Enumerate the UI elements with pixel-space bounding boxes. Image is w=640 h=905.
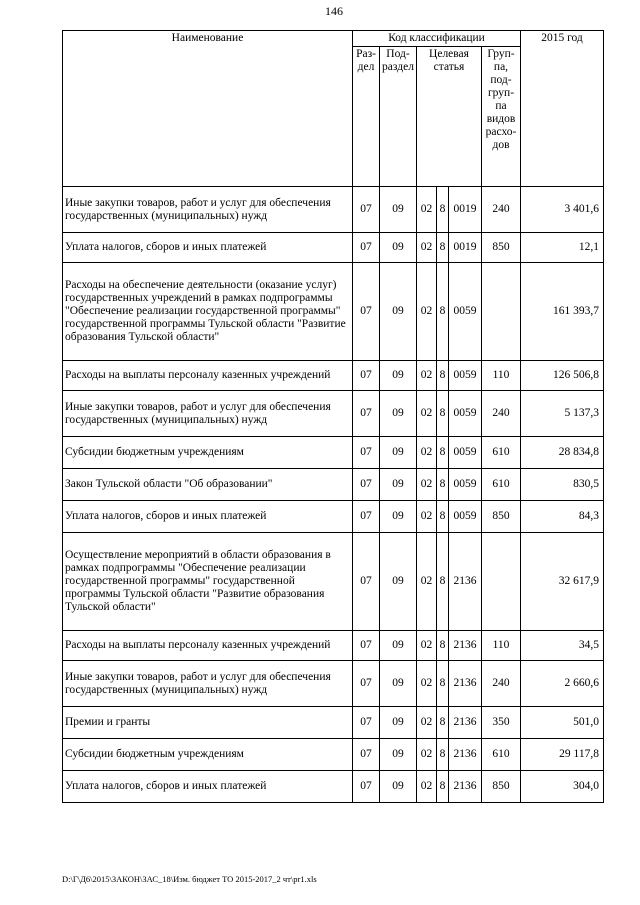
header-celevaya: Целевая статья <box>417 47 482 187</box>
row-razdel: 07 <box>353 187 380 233</box>
row-vid-rashodov: 610 <box>482 469 521 501</box>
row-vid-rashodov: 850 <box>482 771 521 803</box>
table-row <box>63 739 604 771</box>
row-amount: 830,5 <box>521 469 604 501</box>
header-podrazdel: Под- раздел <box>380 47 417 187</box>
table-row <box>63 187 604 233</box>
row-razdel: 07 <box>353 501 380 533</box>
row-amount: 3 401,6 <box>521 187 604 233</box>
row-amount: 161 393,7 <box>521 263 604 361</box>
row-name: Расходы на выплаты персоналу казенных учреждений <box>63 361 353 391</box>
row-cs-direction: 0059 <box>449 391 482 437</box>
row-podrazdel: 09 <box>380 469 417 501</box>
row-cs-direction: 0059 <box>449 501 482 533</box>
row-cs-subprogram: 8 <box>437 661 449 707</box>
page-number: 146 <box>325 4 343 18</box>
row-razdel: 07 <box>353 391 380 437</box>
row-amount: 32 617,9 <box>521 533 604 631</box>
row-cs-subprogram: 8 <box>437 187 449 233</box>
row-cs-program: 02 <box>417 361 437 391</box>
row-cs-direction: 2136 <box>449 707 482 739</box>
row-razdel: 07 <box>353 437 380 469</box>
row-cs-program: 02 <box>417 501 437 533</box>
row-cs-direction: 2136 <box>449 661 482 707</box>
row-razdel: 07 <box>353 739 380 771</box>
table-row <box>63 361 604 391</box>
row-cs-program: 02 <box>417 631 437 661</box>
row-name: Премии и гранты <box>63 707 353 739</box>
row-podrazdel: 09 <box>380 437 417 469</box>
table-row <box>63 391 604 437</box>
table-row <box>63 631 604 661</box>
row-name: Уплата налогов, сборов и иных платежей <box>63 233 353 263</box>
row-name: Расходы на выплаты персоналу казенных учреждений <box>63 631 353 661</box>
row-podrazdel: 09 <box>380 391 417 437</box>
table-row <box>63 233 604 263</box>
row-cs-subprogram: 8 <box>437 437 449 469</box>
table-row <box>63 707 604 739</box>
row-amount: 29 117,8 <box>521 739 604 771</box>
row-cs-program: 02 <box>417 533 437 631</box>
row-razdel: 07 <box>353 707 380 739</box>
row-name: Осуществление мероприятий в области образования в рамках подпрограммы "Обеспечение реализации государственной программы" государственной программы Тульской области "Развитие образования Тульской области" <box>63 533 353 631</box>
row-name: Субсидии бюджетным учреждениям <box>63 739 353 771</box>
row-cs-direction: 2136 <box>449 739 482 771</box>
row-name: Расходы на обеспечение деятельности (оказание услуг) государственных учреждений в рамках подпрограммы "Обеспечение реализации государственной программы" государственной программы Тульской области "Развитие образования Тульской области" <box>63 263 353 361</box>
row-razdel: 07 <box>353 771 380 803</box>
row-cs-direction: 2136 <box>449 771 482 803</box>
row-cs-subprogram: 8 <box>437 391 449 437</box>
row-podrazdel: 09 <box>380 771 417 803</box>
row-podrazdel: 09 <box>380 661 417 707</box>
row-cs-subprogram: 8 <box>437 533 449 631</box>
row-cs-program: 02 <box>417 437 437 469</box>
header-code: Код классификации <box>353 31 521 47</box>
header-name: Наименование <box>63 31 353 187</box>
row-podrazdel: 09 <box>380 233 417 263</box>
row-vid-rashodov: 610 <box>482 739 521 771</box>
row-cs-direction: 0019 <box>449 187 482 233</box>
row-name: Закон Тульской области "Об образовании" <box>63 469 353 501</box>
row-cs-program: 02 <box>417 391 437 437</box>
row-podrazdel: 09 <box>380 739 417 771</box>
table-row <box>63 771 604 803</box>
row-cs-program: 02 <box>417 469 437 501</box>
row-podrazdel: 09 <box>380 361 417 391</box>
row-cs-subprogram: 8 <box>437 707 449 739</box>
row-vid-rashodov <box>482 263 521 361</box>
header-gruppa: Груп- па, под- груп- па видов расхо- дов <box>482 47 521 187</box>
row-cs-program: 02 <box>417 661 437 707</box>
row-cs-subprogram: 8 <box>437 469 449 501</box>
row-amount: 5 137,3 <box>521 391 604 437</box>
header-razdel: Раз- дел <box>353 47 380 187</box>
row-name: Иные закупки товаров, работ и услуг для обеспечения государственных (муниципальных) нужд <box>63 661 353 707</box>
row-vid-rashodov: 110 <box>482 631 521 661</box>
row-cs-program: 02 <box>417 707 437 739</box>
row-vid-rashodov: 850 <box>482 501 521 533</box>
row-vid-rashodov: 240 <box>482 187 521 233</box>
row-cs-program: 02 <box>417 739 437 771</box>
row-cs-program: 02 <box>417 263 437 361</box>
row-cs-subprogram: 8 <box>437 631 449 661</box>
row-vid-rashodov: 240 <box>482 391 521 437</box>
row-cs-direction: 0059 <box>449 469 482 501</box>
row-podrazdel: 09 <box>380 631 417 661</box>
row-cs-direction: 0059 <box>449 263 482 361</box>
row-cs-subprogram: 8 <box>437 771 449 803</box>
row-amount: 28 834,8 <box>521 437 604 469</box>
row-cs-direction: 0059 <box>449 437 482 469</box>
row-name: Уплата налогов, сборов и иных платежей <box>63 771 353 803</box>
row-amount: 126 506,8 <box>521 361 604 391</box>
row-vid-rashodov: 350 <box>482 707 521 739</box>
row-amount: 2 660,6 <box>521 661 604 707</box>
table-row <box>63 469 604 501</box>
row-name: Субсидии бюджетным учреждениям <box>63 437 353 469</box>
row-amount: 84,3 <box>521 501 604 533</box>
table-row <box>63 437 604 469</box>
row-cs-subprogram: 8 <box>437 501 449 533</box>
row-podrazdel: 09 <box>380 533 417 631</box>
row-cs-direction: 2136 <box>449 533 482 631</box>
row-podrazdel: 09 <box>380 707 417 739</box>
row-vid-rashodov: 240 <box>482 661 521 707</box>
row-cs-program: 02 <box>417 187 437 233</box>
row-cs-subprogram: 8 <box>437 233 449 263</box>
row-razdel: 07 <box>353 631 380 661</box>
row-amount: 12,1 <box>521 233 604 263</box>
budget-table <box>62 30 604 803</box>
row-razdel: 07 <box>353 661 380 707</box>
table-row <box>63 263 604 361</box>
row-cs-subprogram: 8 <box>437 361 449 391</box>
row-razdel: 07 <box>353 469 380 501</box>
row-vid-rashodov: 610 <box>482 437 521 469</box>
file-path-footer: D:\Г\Д6\2015\ЗАКОН\ЗАС_18\Изм. бюджет ТО 2015-2017_2 чт\pr1.xls <box>62 874 317 884</box>
row-razdel: 07 <box>353 233 380 263</box>
table-row <box>63 533 604 631</box>
table-row <box>63 501 604 533</box>
row-cs-program: 02 <box>417 771 437 803</box>
row-name: Уплата налогов, сборов и иных платежей <box>63 501 353 533</box>
row-podrazdel: 09 <box>380 501 417 533</box>
row-cs-subprogram: 8 <box>437 739 449 771</box>
row-amount: 501,0 <box>521 707 604 739</box>
row-vid-rashodov: 850 <box>482 233 521 263</box>
row-cs-program: 02 <box>417 233 437 263</box>
row-cs-direction: 0019 <box>449 233 482 263</box>
row-cs-subprogram: 8 <box>437 263 449 361</box>
row-razdel: 07 <box>353 361 380 391</box>
row-razdel: 07 <box>353 533 380 631</box>
row-name: Иные закупки товаров, работ и услуг для обеспечения государственных (муниципальных) нужд <box>63 391 353 437</box>
row-vid-rashodov <box>482 533 521 631</box>
row-podrazdel: 09 <box>380 187 417 233</box>
row-vid-rashodov: 110 <box>482 361 521 391</box>
row-amount: 304,0 <box>521 771 604 803</box>
header-year: 2015 год <box>521 31 604 187</box>
row-cs-direction: 0059 <box>449 361 482 391</box>
row-name: Иные закупки товаров, работ и услуг для обеспечения государственных (муниципальных) нужд <box>63 187 353 233</box>
row-cs-direction: 2136 <box>449 631 482 661</box>
row-podrazdel: 09 <box>380 263 417 361</box>
row-razdel: 07 <box>353 263 380 361</box>
table-row <box>63 661 604 707</box>
row-amount: 34,5 <box>521 631 604 661</box>
